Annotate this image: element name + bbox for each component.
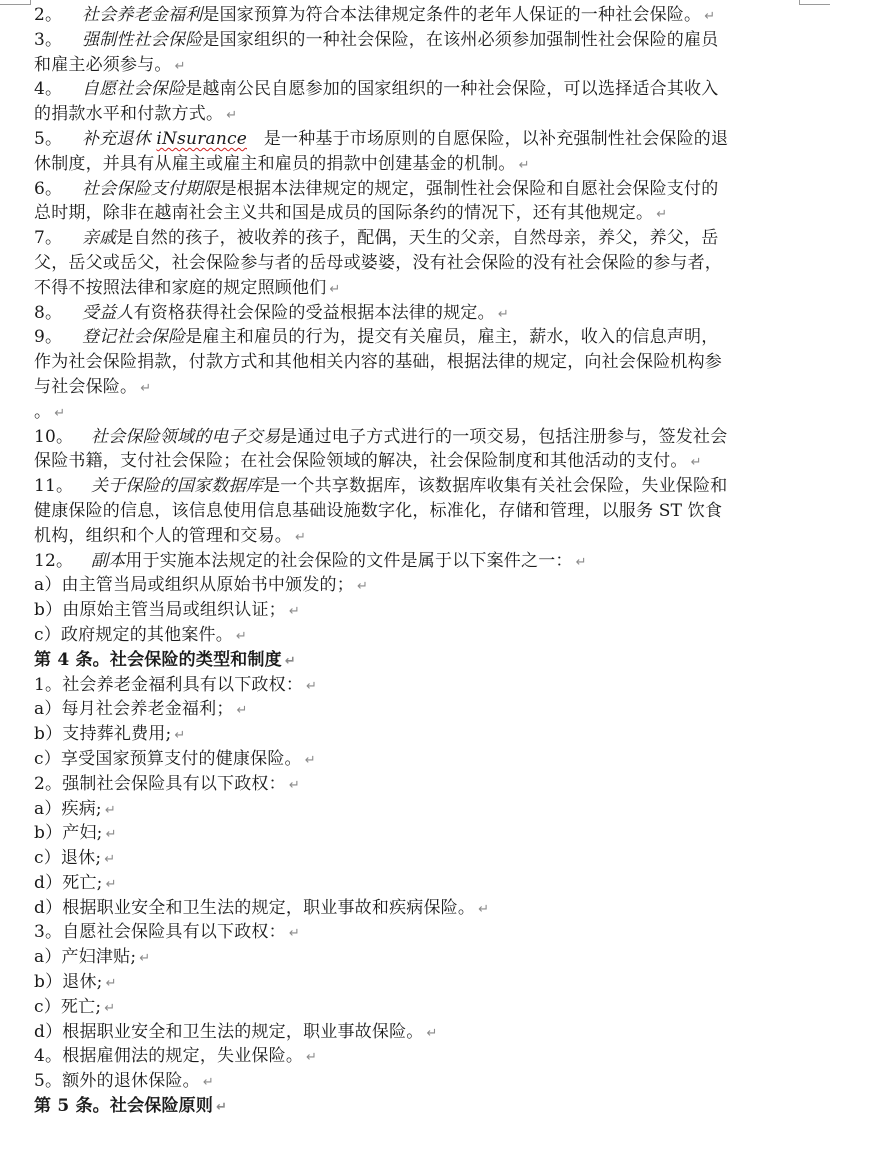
list-item: a）由主管当局或组织从原始书中颁发的； ↵ [34,575,369,596]
paragraph-mark-icon: ↵ [54,405,66,421]
list-item: b）退休; ↵ [34,972,117,993]
list-item: d）根据职业安全和卫生法的规定，职业事故和疾病保险。 ↵ [34,897,490,918]
paragraph: 4。 自愿社会保险是越南公民自愿参加的国家组织的一种社会保险，可以选择适合其收入 [34,79,719,100]
defined-term: 亲戚 [82,228,117,249]
paragraph: 2。 社会养老金福利是国家预算为符合本法律规定条件的老年人保证的一种社会保险。 ↵ [34,5,716,25]
paragraph-continuation: 不得不按照法律和家庭的规定照顾他们 ↵ [34,277,341,298]
list-item: c）政府规定的其他案件。 ↵ [34,624,248,645]
paragraph-mark-icon: ↵ [288,777,300,793]
list-item: 3。自愿社会保险具有以下政权： ↵ [34,922,300,943]
paragraph-mark-icon: ↵ [690,455,702,471]
paragraph-mark-icon: ↵ [174,728,186,744]
paragraph-mark-icon: ↵ [288,604,300,620]
list-item: d）根据职业安全和卫生法的规定，职业事故保险。 ↵ [34,1021,438,1042]
paragraph-continuation: 总时期，除非在越南社会主义共和国是成员的国际条约的情况下，还有其他规定。 ↵ [34,203,668,224]
paragraph: 。 ↵ [34,401,66,422]
paragraph: 9。 登记社会保险是雇主和雇员的行为，提交有关雇员，雇主，薪水，收入的信息声明， [34,327,719,348]
list-item: d）死亡; ↵ [34,872,117,893]
paragraph-mark-icon: ↵ [656,207,668,223]
list-item: c）死亡; ↵ [34,996,116,1017]
paragraph-mark-icon: ↵ [105,827,117,843]
list-item: a）产妇津贴; ↵ [34,947,151,968]
paragraph-continuation: 的捐款水平和付款方式。 ↵ [34,104,238,125]
list-item: c）享受国家预算支付的健康保险。 ↵ [34,748,316,769]
paragraph-mark-icon: ↵ [704,9,716,24]
paragraph-mark-icon: ↵ [306,678,318,694]
paragraph-mark-icon: ↵ [306,1050,318,1066]
paragraph: 8。 受益人有资格获得社会保险的受益根据本法律的规定。 ↵ [34,302,509,323]
defined-term: 自愿社会保险 [82,79,186,100]
paragraph: 11。 关于保险的国家数据库是一个共享数据库，该数据库收集有关社会保险，失业保险和 [34,476,728,497]
paragraph: 3。 强制性社会保险是国家组织的一种社会保险，在该州必须参加强制性社会保险的雇员 [34,29,719,50]
paragraph: 6。 社会保险支付期限是根据本法律规定的规定，强制性社会保险和自愿社会保险支付的 [34,178,719,199]
paragraph-continuation: 休制度，并具有从雇主或雇主和雇员的捐款中创建基金的机制。 ↵ [34,153,530,174]
paragraph-mark-icon: ↵ [497,306,509,322]
paragraph-mark-icon: ↵ [356,579,369,595]
list-item: 2。强制社会保险具有以下政权： ↵ [34,773,300,794]
article-heading: 第 5 条。社会保险原则 ↵ [34,1096,228,1117]
paragraph-continuation: 和雇主必须参与。 ↵ [34,54,186,75]
paragraph-mark-icon: ↵ [216,1100,228,1116]
defined-term: 社会保险支付期限 [82,178,220,199]
paragraph-mark-icon: ↵ [226,108,238,124]
paragraph: 12。 副本用于实施本法规定的社会保险的文件是属于以下案件之一： ↵ [34,550,587,571]
paragraph-mark-icon: ↵ [478,901,490,917]
paragraph-mark-icon: ↵ [295,529,307,545]
paragraph: 10。 社会保险领域的电子交易是通过电子方式进行的一项交易，包括注册参与，签发社会 [34,426,728,447]
paragraph-mark-icon: ↵ [329,281,341,297]
paragraph-mark-icon: ↵ [518,157,530,173]
paragraph-mark-icon: ↵ [575,554,587,570]
document-body[interactable] [34,3,804,1119]
paragraph-continuation: 与社会保险。 ↵ [34,376,152,397]
defined-term: 副本 [91,550,126,571]
paragraph: 5。 补充退休 iNsurance 是一种基于市场原则的自愿保险，以补充强制性社会保险的退 [34,128,729,149]
defined-term: 登记社会保险 [82,327,186,348]
article-heading: 第 4 条。社会保险的类型和制度 ↵ [34,649,296,670]
paragraph-continuation: 健康保险的信息，该信息使用信息基础设施数字化，标准化，存储和管理，以服务 ST 饮食 [34,500,723,521]
paragraph-mark-icon: ↵ [104,852,116,868]
list-item: 4。根据雇佣法的规定，失业保险。 ↵ [34,1046,318,1067]
defined-term: 强制性社会保险 [82,29,203,50]
list-item: c）退休; ↵ [34,848,116,869]
paragraph-mark-icon: ↵ [105,976,117,992]
paragraph-mark-icon: ↵ [236,703,248,719]
paragraph-mark-icon: ↵ [105,876,117,892]
paragraph-mark-icon: ↵ [426,1025,438,1041]
paragraph-mark-icon: ↵ [235,628,248,644]
list-item: 1。社会养老金福利具有以下政权： ↵ [34,674,318,695]
page-corner-mark [0,0,31,5]
paragraph-mark-icon: ↵ [304,752,316,768]
paragraph-continuation: 机构，组织和个人的管理和交易。 ↵ [34,525,307,546]
paragraph-continuation: 作为社会保险捐款，付款方式和其他相关内容的基础，根据法律的规定，向社会保险机构参 [34,352,722,373]
list-item: 5。额外的退休保险。 ↵ [34,1071,214,1092]
defined-term: 关于保险的国家数据库 [91,476,263,497]
paragraph-mark-icon: ↵ [288,926,300,942]
paragraph: 7。 亲戚是自然的孩子，被收养的孩子，配偶，天生的父亲，自然母亲，养父，养父，岳 [34,228,719,249]
paragraph-mark-icon: ↵ [104,1000,116,1016]
list-item: a）每月社会养老金福利； ↵ [34,699,248,720]
list-item: a）疾病; ↵ [34,798,116,819]
paragraph-continuation: 父，岳父或岳父，社会保险参与者的岳母或婆婆，没有社会保险的没有社会保险的参与者， [34,252,722,273]
paragraph-mark-icon: ↵ [104,802,116,818]
spelling-error-word[interactable]: iNsurance [156,128,247,149]
paragraph-mark-icon: ↵ [202,1075,214,1091]
paragraph-continuation: 保险书籍，支付社会保险；在社会保险领域的解决，社会保险制度和其他活动的支付。 ↵ [34,451,702,472]
paragraph-mark-icon: ↵ [284,653,296,669]
list-item: b）由原始主管当局或组织认证； ↵ [34,600,300,621]
defined-term: 受益人 [82,302,134,323]
defined-term: 社会养老金福利 [82,5,203,25]
defined-term: 社会保险领域的电子交易 [91,426,281,447]
paragraph-mark-icon: ↵ [140,380,152,396]
defined-term: 补充退休 [82,128,151,149]
paragraph-mark-icon: ↵ [139,951,151,967]
list-item: b）产妇; ↵ [34,823,117,844]
list-item: b）支持葬礼费用; ↵ [34,724,186,745]
paragraph-mark-icon: ↵ [174,58,186,74]
